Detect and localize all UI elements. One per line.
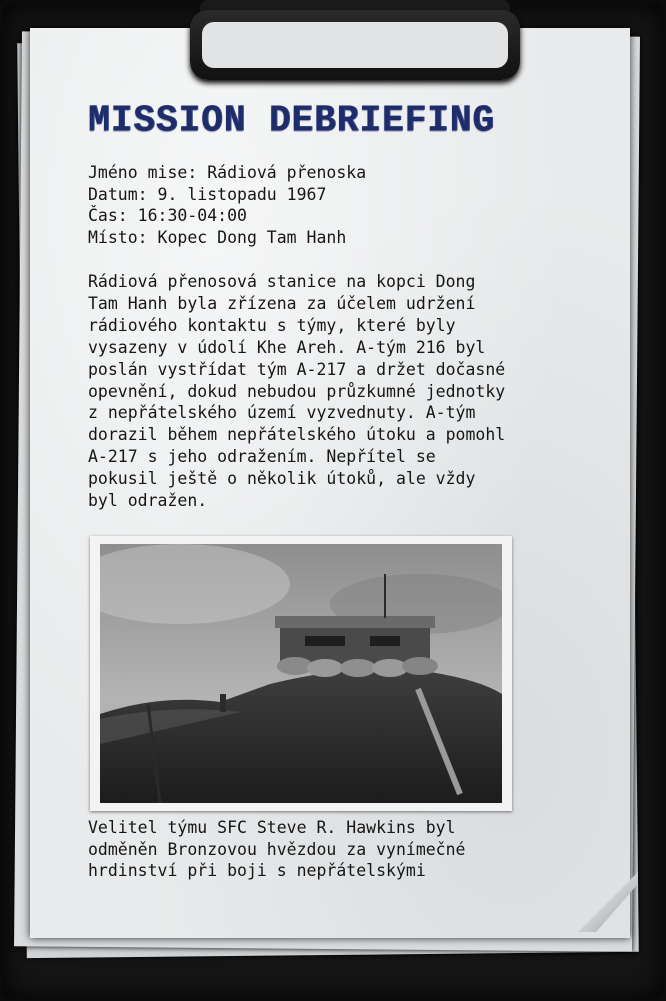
caption-line: odměněn Bronzovou hvězdou za vynímečné: [88, 839, 466, 859]
mission-time: Čas: 16:30-04:00: [88, 206, 247, 225]
report-line: Tam Hanh byla zřízena za účelem udržení: [88, 293, 476, 313]
report-line: poslán vystřídat tým A-217 a držet dočasné: [88, 359, 506, 379]
mission-info: [88, 162, 366, 248]
caption-line: Velitel týmu SFC Steve R. Hawkins byl: [88, 818, 456, 837]
page-title: MISSION DEBRIEFING: [88, 98, 495, 143]
report-line: z nepřátelského území vyzvednuty. A-tým: [88, 403, 476, 423]
report-line: dorazil během nepřátelského útoku a pomohl: [88, 425, 506, 445]
mission-location: Místo: Kopec Dong Tam Hanh: [88, 227, 347, 247]
caption-line: hrdinství při boji s nepřátelskými: [88, 861, 426, 880]
report-line: rádiového kontaktu s týmy, které byly: [88, 315, 456, 335]
clipboard-clip: [190, 0, 520, 88]
mission-date: Datum: 9. listopadu 1967: [88, 184, 327, 204]
photo-caption: [88, 817, 466, 882]
mission-name: Jméno mise: Rádiová přenoska: [88, 163, 367, 182]
report-line: opevnění, dokud nebudou průzkumné jednotky: [88, 381, 506, 401]
bunker-hill-photo: [100, 544, 502, 803]
mission-photo: [90, 536, 512, 811]
report-line: byl odražen.: [88, 491, 208, 511]
report-line: vysazeny v údolí Khe Areh. A-tým 216 byl: [88, 337, 486, 357]
report-line: pokusil ještě o několik útoků, ale vždy: [88, 469, 476, 489]
report-line: A-217 s jeho odražením. Nepřítel se: [88, 447, 436, 467]
report-line: Rádiová přenosová stanice na kopci Dong: [88, 272, 476, 291]
mission-report: [88, 271, 608, 512]
